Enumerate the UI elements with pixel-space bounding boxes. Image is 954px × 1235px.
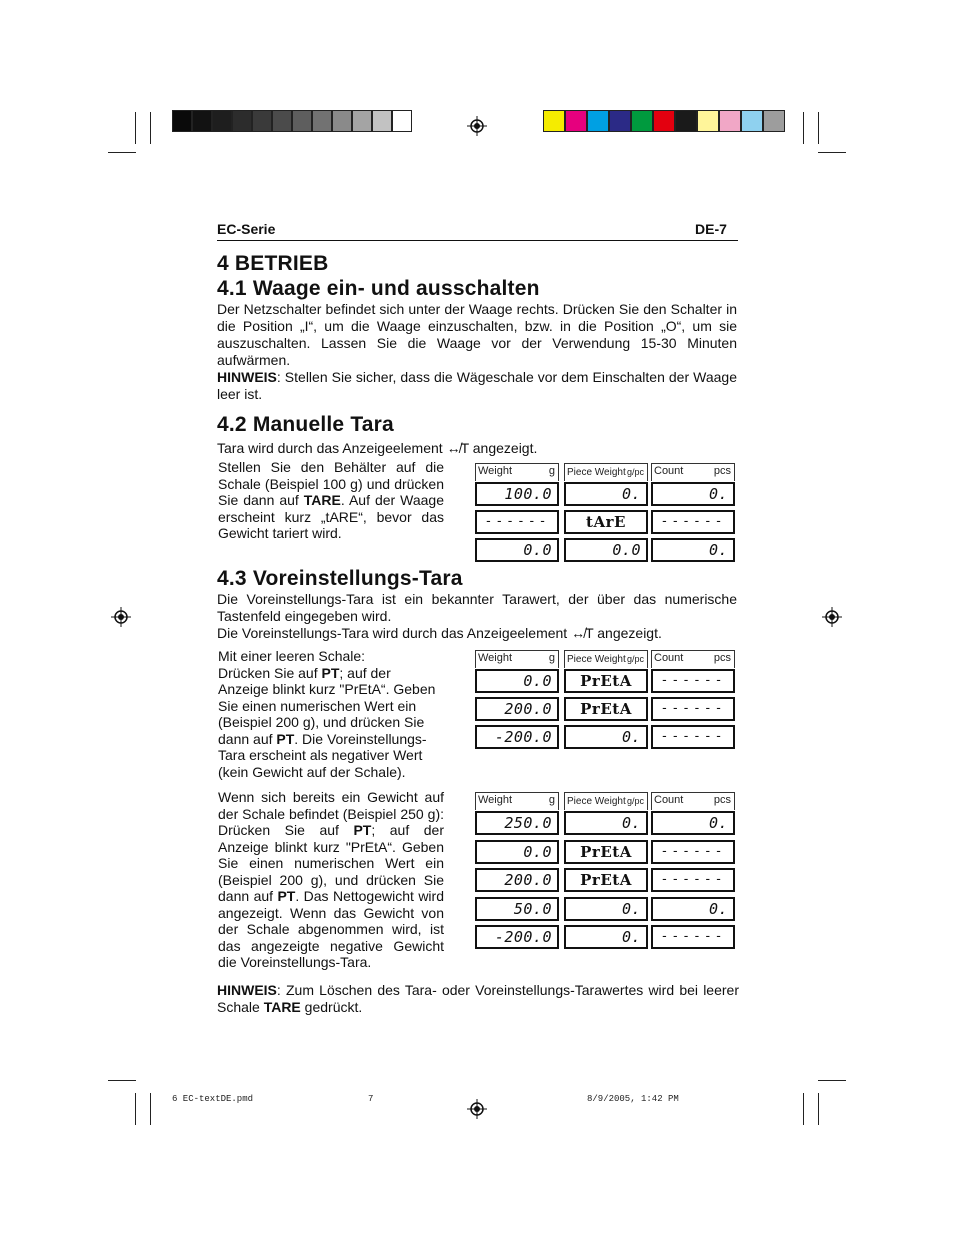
tare-key-label: TARE (263, 999, 301, 1015)
instr-text: ; auf der Anzeige blinkt kurz "PrEtA“. Geben Sie einen numerischen Wert ein (Beispiel 200 g), und drücken Sie dann auf (218, 822, 444, 904)
color-swatch (675, 110, 697, 132)
note-text: : Zum Löschen des Tara- oder Voreinstellungs-Tarawertes wird bei leerer Schale (217, 982, 739, 1015)
instr-text: . Das Nettogewicht wird angezeigt. Wenn das Gewicht von der Schale abgenommen wird, ist das angezeigte negative Gewicht die Voreinstellungs-Tara. (218, 888, 444, 970)
pt-key-label: PT (276, 730, 295, 747)
gray-swatch (352, 110, 372, 132)
crop-mark (803, 1093, 804, 1125)
panel-header-label: Count (654, 794, 684, 806)
header-rule (217, 240, 738, 241)
panel-header (475, 463, 559, 481)
panel-header-label: Piece Weight (567, 467, 626, 478)
lcd-readout: 0.0 (475, 840, 559, 864)
color-swatch (609, 110, 631, 132)
panel-header-label: Count (654, 652, 684, 664)
gray-swatch (292, 110, 312, 132)
footer-date: 8/9/2005, 1:42 PM (587, 1094, 679, 1104)
note-label: HINWEIS (217, 982, 277, 998)
pt-key-label: PT (353, 822, 372, 838)
lcd-readout: PrEtA (564, 868, 648, 892)
panel-header-unit: g/pc (626, 796, 644, 806)
panel-header-unit: pcs (713, 794, 731, 806)
panel-header-unit: pcs (713, 652, 731, 664)
panel-header (651, 650, 735, 668)
panel-header-unit: g (548, 794, 555, 806)
lcd-readout: 0. (651, 897, 735, 921)
panel-header-label: Weight (478, 652, 513, 664)
panel-header (564, 792, 648, 810)
section-4-2-intro: Tara wird durch das Anzeigeelement ↮T angezeigt. (217, 440, 538, 456)
lcd-readout: 0. (564, 725, 648, 749)
lcd-readout: 0. (564, 925, 648, 949)
gray-swatch (172, 110, 192, 132)
note-label: HINWEIS (217, 369, 277, 385)
lcd-readout: ------ (651, 510, 735, 534)
crop-mark (150, 112, 151, 144)
color-swatch (741, 110, 763, 132)
lcd-readout: PrEtA (564, 840, 648, 864)
section-4-3-instructions-loaded (218, 789, 444, 971)
panel-header-unit: g (548, 652, 555, 664)
note-text: : Stellen Sie sicher, dass die Wägeschale vor dem Einschalten der Waage leer ist. (217, 369, 737, 402)
gray-swatch (252, 110, 272, 132)
panel-header-unit: pcs (713, 465, 731, 477)
section-4-3-instructions-empty (218, 648, 444, 780)
footer-page: 7 (368, 1094, 374, 1104)
gray-swatch (312, 110, 332, 132)
registration-mark-icon (822, 607, 842, 627)
crop-mark (108, 152, 136, 153)
crop-mark (803, 112, 804, 144)
color-swatch (719, 110, 741, 132)
instr-text: ; auf der Anzeige blinkt kurz "PrEtA“. Geben Sie einen numerischen Wert ein (Beispiel 200 g), und drücken Sie dann auf (218, 664, 436, 747)
lcd-readout: tArE (564, 510, 648, 534)
lcd-readout: -200.0 (475, 725, 559, 749)
lcd-readout: 250.0 (475, 811, 559, 835)
lcd-readout: ------ (651, 669, 735, 693)
color-swatch (543, 110, 565, 132)
note-text: gedrückt. (300, 999, 363, 1015)
registration-mark-icon (467, 1099, 487, 1119)
panel-header (651, 792, 735, 810)
lcd-readout: ------ (651, 725, 735, 749)
color-swatch (763, 110, 785, 132)
lcd-readout: 0.0 (475, 669, 559, 693)
tare-key-label: TARE (303, 492, 341, 508)
instr-heading: Mit einer leeren Schale: (218, 648, 366, 664)
page-label: DE-7 (695, 221, 727, 237)
color-swatch (653, 110, 675, 132)
crop-mark (108, 1080, 136, 1081)
lcd-readout: ------ (651, 925, 735, 949)
section-4-2-title: 4.2 Manuelle Tara (217, 413, 394, 436)
lcd-readout: ------ (475, 510, 559, 534)
section-4-1-text: Der Netzschalter befindet sich unter der Waage rechts. Drücken Sie den Schalter in die Position „I“, um die Waage einzuschalten, bzw. in die Position „O“, um sie auszuschalten. Lassen Sie die Waage vor der Verwendung 15-30 Minuten aufwärmen. (217, 301, 737, 368)
crop-mark (818, 1080, 846, 1081)
crop-mark (135, 112, 136, 144)
panel-header-label: Count (654, 465, 684, 477)
panel-header-label: Piece Weight (567, 654, 626, 665)
section-4-3-text-2: Die Voreinstellungs-Tara wird durch das Anzeigeelement ↮T angezeigt. (217, 625, 662, 641)
panel-header (475, 650, 559, 668)
lcd-readout: ------ (651, 840, 735, 864)
lcd-readout: 0. (564, 811, 648, 835)
lcd-readout: PrEtA (564, 669, 648, 693)
section-4-1-title: 4.1 Waage ein- und ausschalten (217, 277, 540, 300)
lcd-readout: 0.0 (475, 538, 559, 562)
lcd-readout: 50.0 (475, 897, 559, 921)
panel-header-label: Piece Weight (567, 796, 626, 807)
section-4-3-title: 4.3 Voreinstellungs-Tara (217, 567, 463, 590)
instr-text: Wenn sich bereits ein Gewicht auf der Schale befindet (Beispiel 250 g): Drücken Sie auf (218, 789, 444, 838)
instr-text: Stellen Sie den Behälter auf die Schale (Beispiel 100 g) und drücken Sie dann auf (218, 459, 444, 508)
lcd-readout: 100.0 (475, 482, 559, 506)
crop-mark (818, 1093, 819, 1125)
pt-key-label: PT (321, 664, 340, 681)
section-4-2-instructions (218, 459, 444, 542)
gray-swatch (272, 110, 292, 132)
panel-header-unit: g (548, 465, 555, 477)
gray-swatch (212, 110, 232, 132)
panel-header (651, 463, 735, 481)
color-swatch (587, 110, 609, 132)
footer-file: 6 EC-textDE.pmd (172, 1094, 254, 1104)
section-4-3-text-1: Die Voreinstellungs-Tara ist ein bekannter Tarawert, der über das numerische Tastenfeld eingegeben wird. (217, 591, 737, 624)
instr-text: Drücken Sie auf (218, 664, 322, 681)
gray-swatch (232, 110, 252, 132)
lcd-readout: 0. (651, 482, 735, 506)
color-swatch (697, 110, 719, 132)
panel-header (475, 792, 559, 810)
lcd-readout: 200.0 (475, 868, 559, 892)
gray-swatch (332, 110, 352, 132)
pt-key-label: PT (277, 888, 296, 904)
section-4-title: 4 BETRIEB (217, 252, 329, 275)
gray-swatch (192, 110, 212, 132)
lcd-readout: ------ (651, 697, 735, 721)
instr-text: . Die Voreinstellungs-Tara erscheint als negativer Wert (kein Gewicht auf der Schale). (218, 730, 427, 780)
registration-mark-icon (467, 116, 487, 136)
panel-header-label: Weight (478, 794, 513, 806)
color-swatch (565, 110, 587, 132)
color-swatch (631, 110, 653, 132)
lcd-readout: 0. (651, 538, 735, 562)
gray-swatch (372, 110, 392, 132)
gray-swatch (392, 110, 412, 132)
crop-mark (818, 112, 819, 144)
lcd-readout: 0. (651, 811, 735, 835)
lcd-readout: ------ (651, 868, 735, 892)
series-label: EC-Serie (217, 221, 276, 237)
panel-header-label: Weight (478, 465, 513, 477)
panel-header (564, 463, 648, 481)
crop-mark (150, 1093, 151, 1125)
panel-header (564, 650, 648, 668)
crop-mark (135, 1093, 136, 1125)
lcd-readout: -200.0 (475, 925, 559, 949)
lcd-readout: 0. (564, 897, 648, 921)
instr-text: . Auf der Waage erscheint kurz „tARE“, bevor das Gewicht tariert wird. (218, 492, 444, 541)
lcd-readout: 0.0 (564, 538, 648, 562)
final-note (217, 982, 739, 1016)
lcd-readout: 0. (564, 482, 648, 506)
lcd-readout: PrEtA (564, 697, 648, 721)
section-4-1-note (217, 369, 737, 403)
lcd-readout: 200.0 (475, 697, 559, 721)
registration-mark-icon (111, 607, 131, 627)
crop-mark (818, 152, 846, 153)
panel-header-unit: g/pc (626, 654, 644, 664)
panel-header-unit: g/pc (626, 467, 644, 477)
